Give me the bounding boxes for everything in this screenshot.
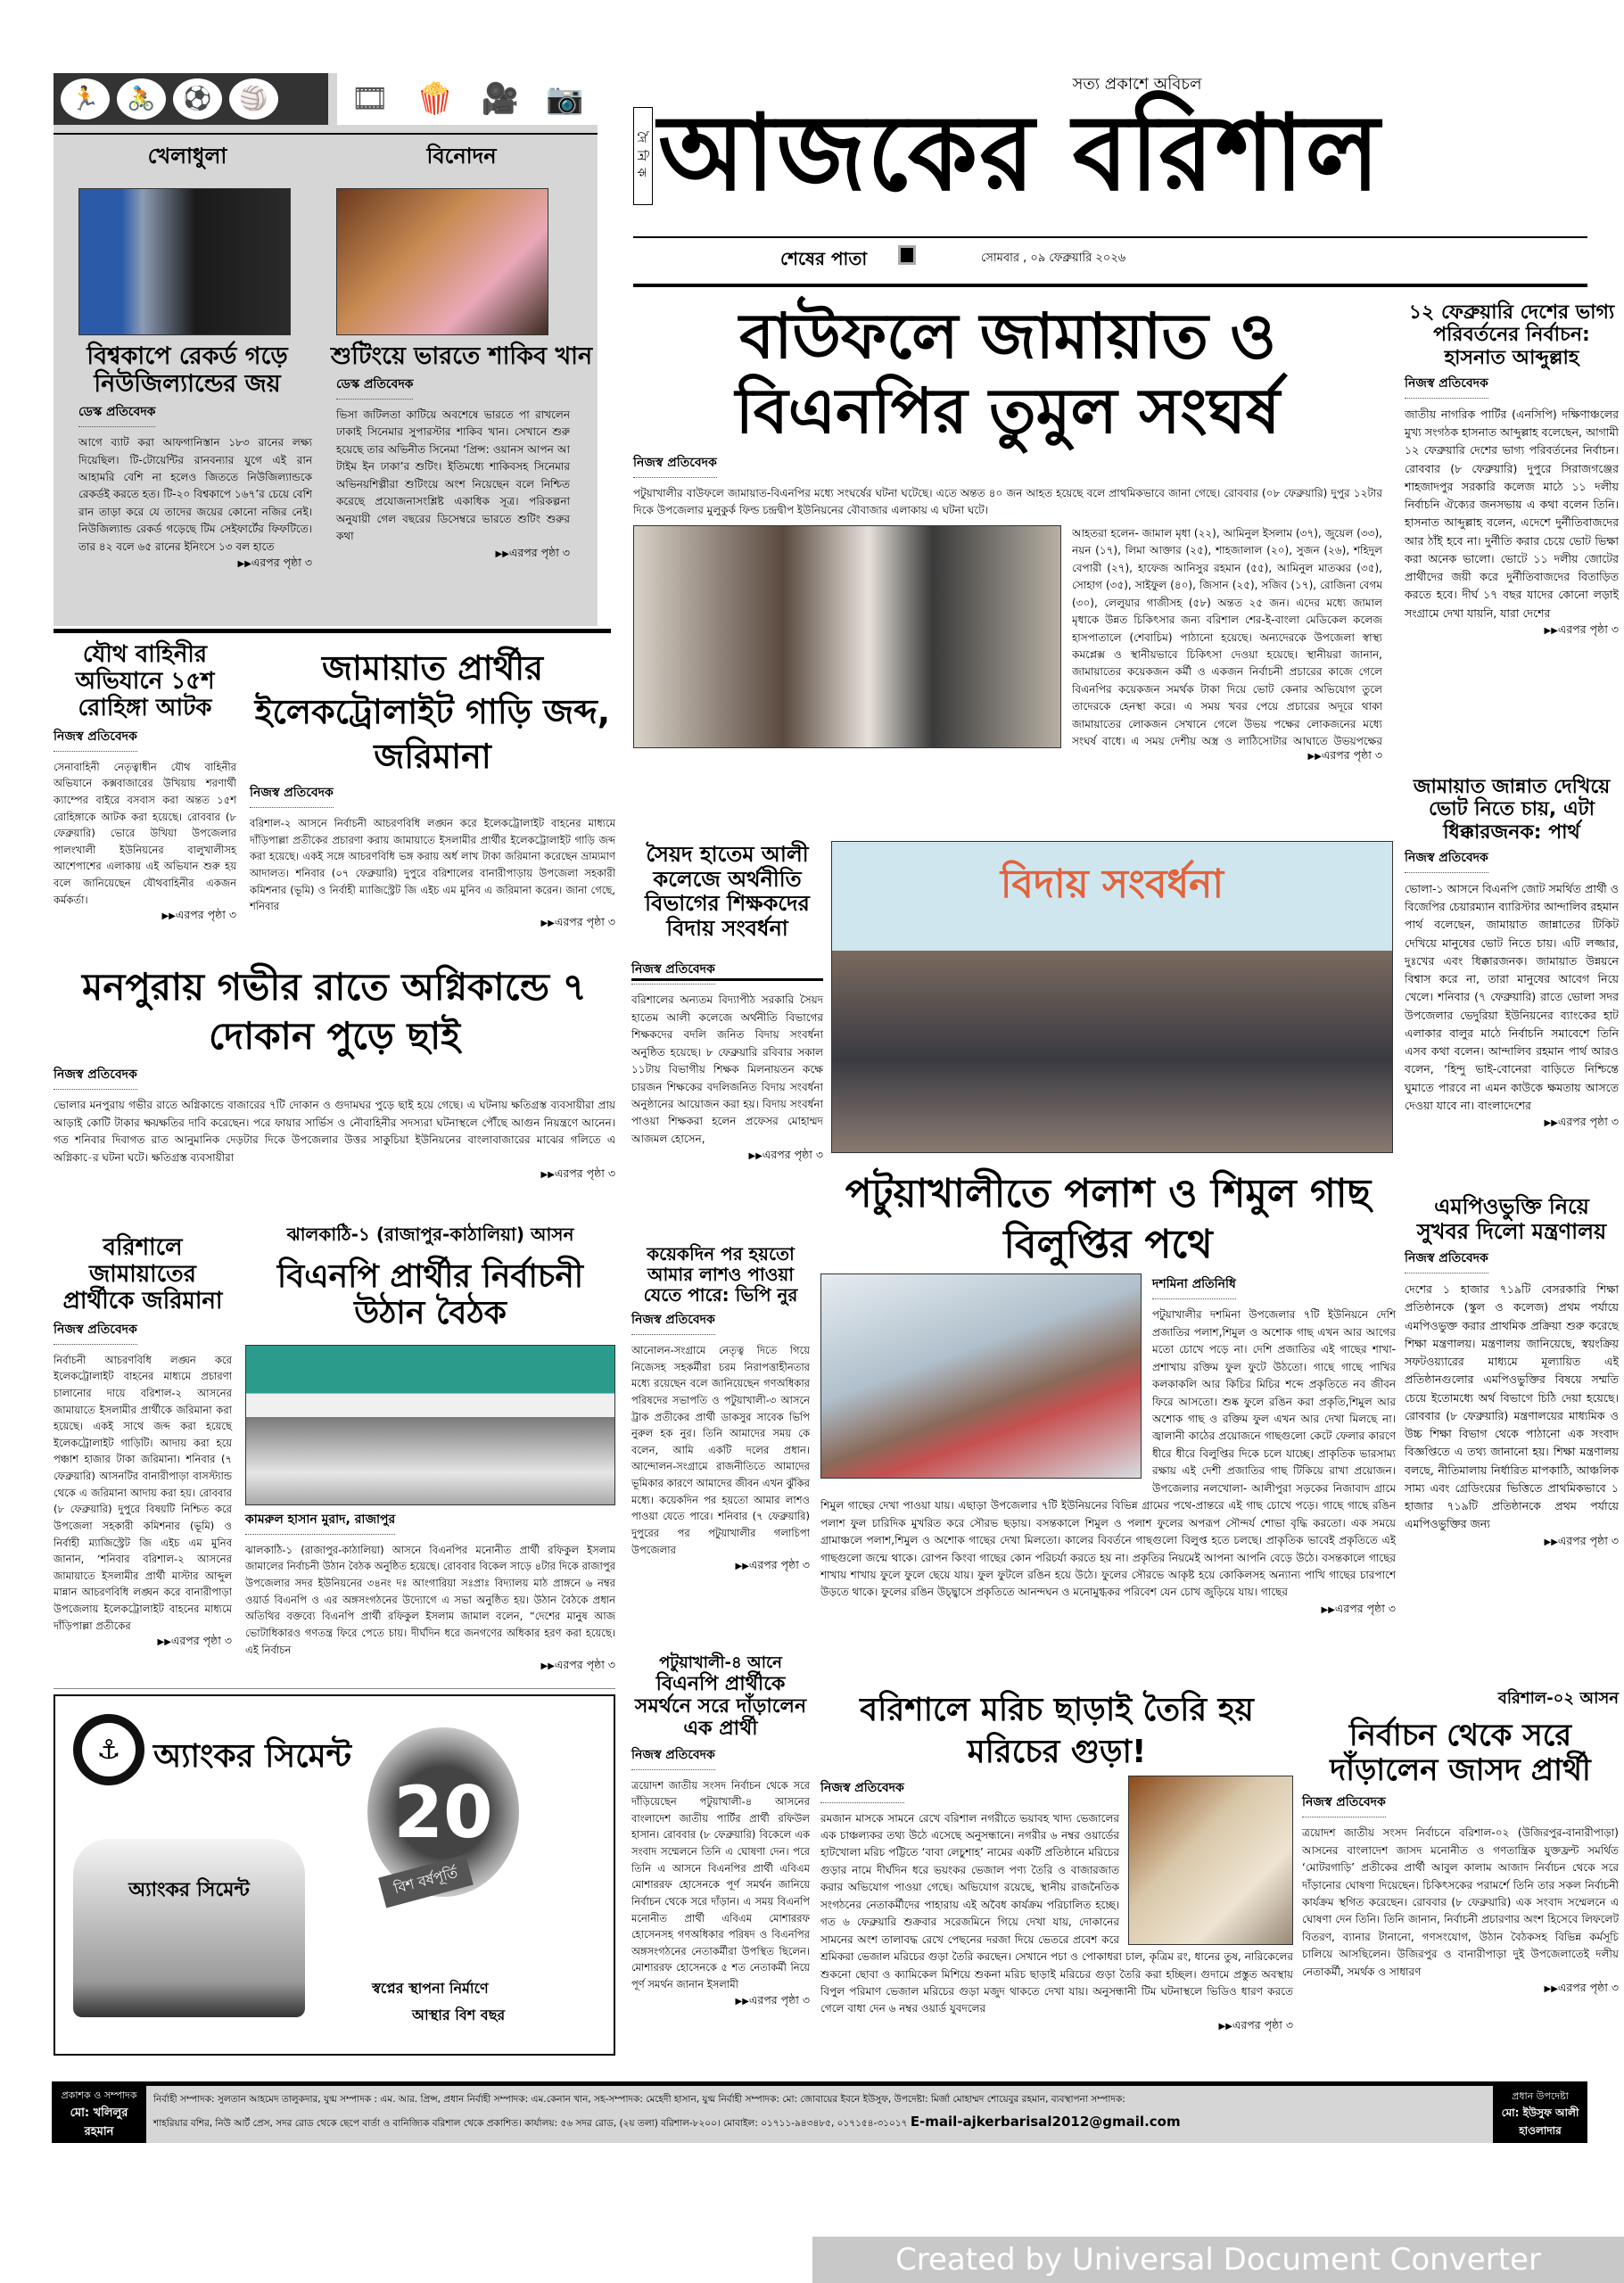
college-continued-link[interactable]: ▶▶ এরপর পৃষ্ঠা ৩ — [631, 1148, 823, 1166]
advisor-label: প্রধান উপদেষ্টা — [1512, 2089, 1569, 2102]
issue-date: সোমবার , ০৯ ফেব্রুয়ারি ২০২৬ — [981, 251, 1126, 265]
photo-banner-text: বিদায় সংবর্ধনা — [1000, 861, 1224, 907]
advisor-block — [1493, 2086, 1587, 2143]
chili-article — [820, 1690, 1293, 2036]
entertainment-article — [326, 140, 598, 564]
palash-body: পটুয়াখালীর দশমিনা উপজেলার ৭টি ইউনিয়নে দেশি প্রজাতির পলাশ,শিমুল ও অশোক গাছ এখন আর আগের মতো চোখে পড়ে না। দেশি প্রজাতির এই গাছের শাখা-প্রশাখায় রক্তিম ফুল ফুটে উঠতো। গাছে গাছে পাখির কলকাকলি আর কিচির মিচির শব্দে প্রকৃতিতে নব জীবন ফিরে আসতো। শুষ্ক ফুলে রঙিন করা প্রকৃতি,শিমুল আর অশোক গাছ ও রক্তিম ফুল এখন আর দেখা মিলছে না। জ্বালানী কাঠের প্রয়োজনে গাছগুলো কেটে ফেলার কারণে ধীরে ধীরে বিলুপ্তির দিকে চলে যাচ্ছে। প্রাকৃতিক ভারসাম্য রক্ষায় এই দেশী প্রজাতির গাছ টিকিয়ে রাখা প্রয়োজন। উপজেলার নলখোলা- আলীপুরা সড়কের নিজাবাদ গ্রামে শিমুল গাছের দেখা পাওয়া যায়। এছাড়া উপজেলার ৭টি ইউনিয়নের বিভিন্ন গ্রামের পথে-প্রান্তরে এই গাছ চোখে পড়ে। গাছে গাছে রঙিন পলাশ ফুল চারিদিক মুখরিত করে সৌরভ ছড়ায়। বসন্তকালে শিমুল ও পলাশ ফুলের অপরূপ সৌন্দর্য শোভা বৃদ্ধি করতো। এক সময়ে গ্রামাঞ্চলে পলাশ,শিমুল ও অশোক গাছের দেখা মিলতো। কালের বিবর্তনে গাছগুলো বিলুপ্ত হতে চলছে। প্রাকৃতিক ভাবেই প্রকৃতিতে এই গাছগুলো জন্মে থাকে। রোপন কিংবা গাছের কোন পরিচর্যা করতে হয় না। প্রকৃতির নিয়মেই আপনা আপনি বেড়ে উঠে। বসন্তকালে গাছের শাখায় শাখায় ফুলে ফুলে ছেয়ে যায়। ফুল ফুটলে রঙিন হয়ে উঠে। ফুলের সৌরভে আকৃষ্ট হয়ে কোকিলসহ অন্যান্য পাখি গাছের চারপাশে উড়তে থাকে। ফুলের রঙিন উচ্ছ্বাসে প্রকৃতিতে আনন্দঘন ও মনোমুগ্ধকর পরিবেশ যেন চোখ জুড়িয়ে যায়। গাছের — [820, 1308, 1396, 1599]
jasod-headline[interactable]: নির্বাচন থেকে সরে দাঁড়ালেন জাসদ প্রার্থী — [1330, 1718, 1591, 1789]
fire-continued-link[interactable]: ▶▶ এরপর পৃষ্ঠা ৩ — [54, 1166, 615, 1184]
imprint-line-2: শাহরিয়ার বশির, নিউ আর্ট প্রেস, সদর রোড থেকে ছেপে বার্তা ও বানিজ্যিক বরিশাল থেকে প্রকাশিত। কার্যালয়: ৫৬ সদর রোড, (২য় তলা) বরিশাল-৮২০০। মোবাইল: ০১৭১১-৯৪৩৪৮৫, ০১৭১৫৪-৩১০১৭ — [153, 2117, 908, 2129]
jannat-byline: নিজস্ব প্রতিবেদক — [1405, 847, 1488, 873]
sports-photo — [78, 188, 291, 335]
mpo-continued-link[interactable]: ▶▶ এরপর পৃষ্ঠা ৩ — [1405, 1534, 1619, 1552]
sports-headline[interactable]: বিশ্বকাপে রেকর্ড গড়ে নিউজিল্যান্ডের জয় — [87, 342, 288, 399]
divider — [54, 629, 611, 633]
jasod-body: ত্রয়োদশ জাতীয় সংসদ নির্বাচনে বরিশাল-০২ (উজিরপুর-বানারীপাড়া) আসনের বাংলাদেশ জাসদ মনোনীত ও গণতান্ত্রিক যুক্তফ্রন্ট সমর্থিত ‘মোটরগাড়ি’ প্রতীকের প্রার্থী আবুল কালাম আজাদ নির্বাচন থেকে সরে দাঁড়ানোর ঘোষণা দিয়েছেন। চিকিৎসকের পরামর্শে তিনি তার সকল নির্বাচনী কার্যক্রম স্থগিত করেছেন। রোববার (৮ ফেব্রুয়ারি) এক সংবাদ সম্মেলনে এ ঘোষণা দেন তিনি। তিনি জানান, নির্বাচনী প্রচারণার অংশ হিসেবে লিফলেট বিতরণ, ব্যানার টানানো, গণসংযোগ, উঠান বৈঠকসহ বিভিন্ন কর্মসূচি চালিয়ে আসছিলেন। উজিরপুর ও বানারীপাড়া দুই উপজেলাতেই দলীয় নেতাকর্মী, সমর্থক ও সাধারণ — [1302, 1826, 1619, 1978]
masthead — [633, 71, 1587, 269]
ad-brand: অ্যাংকর সিমেন্ট — [153, 1738, 351, 1775]
divider — [631, 978, 823, 981]
fire-body: ভোলার মনপুরায় গভীর রাতে অগ্নিকান্ডে বাজারের ৭টি দোকান ও গুদামঘর পুড়ে ছাই হয়ে গেছে। এ ঘটনায় ক্ষতিগ্রস্ত ব্যবসায়ীরা প্রায় আড়াই কোটি টাকার ক্ষয়ক্ষতির দাবি করেছেন। পরে ফায়ার সার্ভিস ও নৌবাহিনীর সদস্যরা ঘটনাস্থলে পৌঁছে আগুন নিয়ন্ত্রণে আনেন। গত শনিবার দিবাগত রাত আনুমানিক দেড়টার দিকে উপজেলার উত্তর সাকুচিয়া ইউনিয়নের বাংলাবাজারের মাঝের গলিতে এ অগ্নিকা-ের ঘটনা ঘটে। ক্ষতিগ্রস্ত ব্যবসায়ীরা — [54, 1099, 615, 1164]
jannat-continued-link[interactable]: ▶▶ এরপর পৃষ্ঠা ৩ — [1405, 1115, 1619, 1133]
cycling-icon: 🚴 — [117, 78, 166, 120]
ad-tagline-1: স্বপ্নের স্থাপনা নির্মাণে — [372, 1980, 489, 1997]
lead-continued-link[interactable]: ▶▶ এরপর পৃষ্ঠা ৩ — [633, 748, 1382, 766]
patuakhali4-headline[interactable]: বিএনপি প্রার্থীকে সমর্থনে সরে দাঁড়ালেন এক প্রার্থী — [634, 1672, 807, 1741]
right-top-article — [1405, 301, 1619, 640]
fine-headline[interactable]: বরিশালে জামায়াতের প্রার্থীকে জরিমানা — [62, 1234, 223, 1315]
imprint-footer — [52, 2086, 1587, 2143]
entertainment-headline[interactable]: শুটিংয়ে ভারতে শাকিব খান — [330, 342, 593, 370]
mpo-byline: নিজস্ব প্রতিবেদক — [1405, 1248, 1488, 1273]
chili-continued-link[interactable]: ▶▶ এরপর পৃষ্ঠা ৩ — [820, 2018, 1293, 2036]
palash-photo — [820, 1273, 1142, 1479]
nur-article — [631, 1244, 810, 1576]
watermark: Created by Universal Document Converter — [812, 2237, 1624, 2283]
ad-tagline-2: আস্থার বিশ বছর — [412, 2007, 506, 2023]
entertainment-section-title: বিনোদন — [426, 144, 497, 169]
anniversary-ribbon: বিশ বর্ষপূর্তি — [378, 1854, 474, 1908]
fine-continued-link[interactable]: ▶▶ এরপর পৃষ্ঠা ৩ — [54, 1634, 232, 1652]
lead-headline[interactable]: বাউফলে জামায়াত ও বিএনপির তুমুল সংঘর্ষ — [735, 300, 1281, 448]
popcorn-icon: 🍿 — [416, 81, 455, 117]
college-article — [631, 843, 823, 1166]
camera-icon: 📷 — [546, 81, 584, 117]
jasod-kicker: বরিশাল-০২ আসন — [1497, 1689, 1619, 1708]
sports-icon-strip — [54, 73, 328, 125]
jannat-body: ভোলা-১ আসনে বিএনপি জোট সমর্থিত প্রার্থী ও বিজেপির চেয়ারম্যান ব্যারিস্টার আন্দালিব রহমান পার্থ বলেছেন, জামায়াত জান্নাতের টিকিট দেখিয়ে মানুষের ভোট নিতে চায়। এটি লজ্জার, দুঃখের এবং ধিক্কারজনক। জামায়াত উন্নয়নে বিশ্বাস করে না, তারা মানুষের আবেগ নিয়ে খেলে। শনিবার (৭ ফেব্রুয়ারি) রাতে ভোলা সদর উপজেলার ভেদুরিয়া ইউনিয়নের ব্যাংকের হাট এলাকার বালুর মাঠে নির্বাচনি সমাবেশে তিনি এসব কথা বলেন। আন্দালিব রহমান পার্থ আরও বলেন, ‘হিন্দু ভাই-বোনেরা বাড়িতে নিশ্চিন্তে ঘুমাতে পারবে না এমন কাউকে ক্ষমতায় আসতে দেওয়া যাবে না। বাংলাদেশের — [1405, 881, 1619, 1112]
fine-body: নির্বাচনী আচরণবিধি লঙ্ঘন করে ইলেকট্রোলাইট বাহনের মাধ্যমে প্রচারণা চালানোর দায়ে বরিশাল-২ আসনের জামায়াতে ইসলামীর প্রার্থীকে জরিমানা করা হয়েছে। একই সাথে জব্দ করা হয়েছে ইলেকট্রোলাইট গাড়িটি। আদায় করা হয়ে পঞ্চাশ হাজার টাকা জরিমানা। শনিবার (৭ ফেব্রুয়ারি) আসনটির বানারীপাড়া বাসস্ট্যান্ড থেকে এ জরিমানা আদায় করা হয়। রোববার (৮ ফেব্রুয়ারি) দুপুরে বিষয়টি নিশ্চিত করে উপজেলা সহকারী কমিশনার (ভূমি) ও নির্বাহী ম্যাজিস্ট্রেট জি এইচ এম মুনিব জানান, ‘শনিবার বরিশাল-২ আসনের জামায়াতে ইসলামীর প্রার্থী মাস্টার আব্দুল মান্নান আচরণবিধি লঙ্ঘন করে বানারীপাড়া উপজেলায় ইলেকট্রোলাইট বাহনের মাধ্যমে দাঁড়িপাল্লা প্রতীকের — [54, 1353, 232, 1632]
patuakhali4-byline: নিজস্ব প্রতিবেদক — [631, 1744, 715, 1770]
lead-byline: নিজস্ব প্রতিবেদক — [633, 452, 717, 478]
publisher-block — [52, 2086, 146, 2143]
movie-camera-icon: 🎥 — [481, 81, 519, 117]
jasod-article — [1302, 1685, 1619, 1999]
bnp-meeting-body: ঝালকাঠি-১ (রাজাপুর-কাঠালিয়া) আসনে বিএনপির মনোনীত প্রার্থী রফিকুল ইসলাম জামালের নির্বাচনী উঠান বৈঠক অনুষ্ঠিত হয়েছে। রোববার বিকেল সাড়ে ৪টার দিকে রাজাপুর উপজেলার সদর ইউনিয়নের ৩৪নং দঃ আংগারিয়া সঃপ্রাঃ বিদ্যালয় মাঠ প্রাঙ্গনে ৬ নম্বর ওয়ার্ড বিএনপি ও এর অঙ্গসংগঠনের উদ্যোগে এ সভা অনুষ্ঠিত হয়। উঠান বৈঠকে প্রধান অতিথির বক্তব্যে বিএনপি প্রার্থী রফিকুল ইসলাম জামাল বলেন, “দেশের মানুষ আজ ভোটাধিকারও গণতন্ত্র ফিরে পেতে চায়। দীর্ঘদিন ধরে জনগণের অধিকার হরণ করা হয়েছে। এই নির্বাচন — [245, 1543, 615, 1656]
jannat-headline[interactable]: জামায়াত জান্নাত দেখিয়ে ভোট নিতে চায়, এটা ধিক্কারজনক: পার্থ — [1413, 776, 1611, 844]
nur-byline: নিজস্ব প্রতিবেদক — [631, 1309, 715, 1335]
sports-byline: ডেস্ক প্রতিবেদক — [78, 401, 155, 427]
email-link[interactable]: E-mail-ajkerbarisal2012@gmail.com — [910, 2113, 1181, 2130]
anchor-cement-ad[interactable] — [54, 1694, 615, 2056]
mpo-article — [1405, 1195, 1619, 1552]
palash-article — [820, 1168, 1396, 1620]
college-byline: নিজস্ব প্রতিবেদক — [631, 959, 715, 985]
volleyball-icon: 🏐 — [229, 78, 278, 120]
patuakhali4-continued-link[interactable]: ▶▶ এরপর পৃষ্ঠা ৩ — [631, 1993, 810, 2011]
patuakhali4-article — [631, 1654, 810, 2011]
imprint-line-1: নির্বাহী সম্পাদক: সুলতান আহমেদ তালুকদার, যুগ্ম সম্পাদক : এম. আর. প্রিন্স, প্রধান নির্বাহী সম্পাদক: এম.কেনান খান, সহ-সম্পাদক: মেহেদী হাসান, যুগ্ম নির্বাহী সম্পাদক: মো: জোবায়ের ইবনে ইউসুফ, উপদেষ্টা: মির্জা মোহাম্মদ শোয়েবুর রহমান, ব্যবস্থাপনা সম্পাদক: — [153, 2094, 1125, 2105]
page-section-label: শেষের পাতা — [780, 248, 868, 269]
sports-continued-link[interactable]: ▶▶ এরপর পৃষ্ঠা ৩ — [78, 556, 312, 573]
imprint-text — [146, 2086, 1493, 2143]
lead-body: আহতরা হলেন- জামাল মৃধা (২২), আমিনুল ইসলাম (৩৭), জুয়েল (৩৩), নয়ন (১৭), লিমা আক্তার (২৫), শাহজালাল (২০), সুজন (২৬), শহিদুল বেপারী (২৭), হাফেজ আনিসুর রহমান (৫৫), আমিনুল মাতব্বর (৩৫), সোহাগ (৩৫), সাইফুল (৪০), জিসান (২৫), সজিব (১৭), রোজিনা বেগম (৩০), লেলুয়ার গাজীসহ (৫৮) অন্তত ২৫ জন। এদের মধ্যে জামাল মৃধাকে উন্নত চিকিৎসার জন্য বরিশাল শের-ই-বাংলা মেডিকেল কলেজ হাসপাতালে (শেবাচিম) পাঠানো হয়েছে। অন্যদেরকে উপজেলা স্বাস্থ্য কমপ্লেক্স ও স্থানীয়ভাবে চিকিৎসা দেওয়া হয়েছে। স্থানীয়রা জানান, জামায়াতের কয়েকজন কর্মী ও একজন নির্বাচনী প্রচারের কাজে গেলে বিএনপির কয়েকজন সমর্থক টাকা দিয়ে ভোট কেনার অভিযোগ তুলে তাদেরকে হেনস্থা করে। এ সময় খবর পেয়ে প্রচারের অদূরে থাকা জামায়াতের লোকজন সেখানে গেলে উভয় পক্ষের লোকজনের মধ্যে সংঘর্ষ বাধে। এ সময় দেশীয় অস্ত্র ও লাঠিসোটার আঘাতে উভয়পক্ষের — [1072, 526, 1382, 748]
right-top-body: জাতীয় নাগরিক পার্টির (এনসিপি) দক্ষিণাঞ্চলের মুখ্য সংগঠক হাসনাত আব্দুল্লাহ বলেছেন, আগামী ১২ ফেব্রুয়ারি দেশের ভাগ্য পরিবর্তনের নির্বাচন। রোববার (৮ ফেব্রুয়ারি) দুপুরে সিরাজগঞ্জের শাহজাদপুর সরকারি কলেজ মাঠে ১১ দলীয় নির্বাচনি ঐক্যের জনসভায় এ কথা বলেন তিনি। হাসনাত আব্দুল্লাহ বলেন, এদেশে দুর্নীতিবাজদের আর ঠাঁই হবে না। দুর্নীতি করার চেয়ে ভোট ভিক্ষা করা অনেক ভালো। ভোটে ১১ দলীয় জোটের প্রার্থীদের জয়ী করে দুর্নীতিবাজদের বিতাড়িত করতে হবে। দীর্ঘ ১৭ বছর যাদের কোনো লড়াই সংগ্রামে দেখা যায়নি, যারা দেশের — [1405, 407, 1619, 620]
rohingya-byline: নিজস্ব প্রতিবেদক — [54, 726, 137, 752]
daily-label: দৈনিক — [633, 107, 653, 205]
divider — [54, 133, 598, 135]
sports-article — [54, 140, 321, 573]
fine-article — [54, 1235, 232, 1652]
jasod-continued-link[interactable]: ▶▶ এরপর পৃষ্ঠা ৩ — [1302, 1981, 1619, 1999]
entertainment-photo — [336, 188, 548, 335]
entertainment-icon-strip — [337, 73, 598, 125]
electrolyte-article — [250, 647, 615, 933]
nur-headline[interactable]: কয়েকদিন পর হয়তো আমার লাশও পাওয়া যেতে পারে: ভিপি নুর — [643, 1243, 798, 1306]
chili-byline: নিজস্ব প্রতিবেদক — [820, 1777, 904, 1803]
fire-headline[interactable]: মনপুরায় গভীর রাতে অগ্নিকান্ডে ৭ দোকান পুড়ে ছাই — [82, 965, 587, 1058]
bnp-meeting-byline: কামরুল হাসান মুরাদ, রাজাপুর — [245, 1509, 395, 1535]
football-icon: ⚽ — [173, 78, 222, 120]
bnp-meeting-article — [245, 1222, 615, 1676]
chili-photo — [1128, 1776, 1293, 1945]
college-photo — [831, 841, 1393, 1153]
palash-byline: দশমিনা প্রতিনিধি — [1152, 1273, 1236, 1299]
lead-intro: পটুয়াখালীর বাউফলে জামায়াত-বিএনপির মধ্যে সংঘর্ষের ঘটনা ঘটেছে। এতে অন্তত ৪০ জন আহত হয়েছে বলে প্রাথমিকভাবে জানা গেছে। রোববার (০৮ ফেব্রুয়ারি) দুপুর ১২টার দিকে উপজেলার মুলুকুর্ক ফিল্ড চন্দ্রদ্বীপ ইউনিয়নের বৌবাজার এলাকায় এ ঘটনা ঘটে। — [633, 487, 1382, 517]
divider — [633, 236, 1587, 238]
bnp-meeting-headline[interactable]: বিএনপি প্রার্থীর নির্বাচনী উঠান বৈঠক — [276, 1258, 584, 1332]
advisor-name: মো: ইউসুফ আলী হাওলাদার — [1501, 2106, 1579, 2137]
electrolyte-byline: নিজস্ব প্রতিবেদক — [250, 782, 334, 808]
anchor-logo-icon: ⚓ — [73, 1714, 144, 1785]
fine-byline: নিজস্ব প্রতিবেদক — [54, 1319, 137, 1345]
right-top-byline: নিজস্ব প্রতিবেদক — [1405, 373, 1488, 399]
palash-continued-link[interactable]: ▶▶ এরপর পৃষ্ঠা ৩ — [820, 1602, 1396, 1620]
rohingya-headline[interactable]: যৌথ বাহিনীর অভিযানে ১৫শ রোহিঙ্গা আটক — [75, 641, 215, 721]
bnp-meeting-photo — [245, 1345, 615, 1505]
rohingya-article — [54, 642, 236, 926]
publisher-label: প্রকাশক ও সম্পাদক — [61, 2089, 137, 2101]
truck-brand: অ্যাংকর সিমেন্ট — [128, 1879, 250, 1901]
palash-headline[interactable]: পটুয়াখালীতে পলাশ ও শিমুল গাছ বিলুপ্তির পথে — [845, 1171, 1372, 1268]
top-left-feature-box — [54, 73, 598, 626]
fire-article — [54, 963, 615, 1184]
right-top-headline[interactable]: ১২ ফেব্রুয়ারি দেশের ভাগ্য পরিবর্তনের নির্বাচন: হাসনাত আব্দুল্লাহ — [1408, 301, 1615, 369]
bnp-meeting-continued-link[interactable]: ▶▶ এরপর পৃষ্ঠা ৩ — [245, 1658, 615, 1676]
right-top-continued-link[interactable]: ▶▶ এরপর পৃষ্ঠা ৩ — [1405, 622, 1619, 640]
mpo-headline[interactable]: এমপিওভুক্তি নিয়ে সুখবর দিলো মন্ত্রণালয় — [1416, 1194, 1607, 1244]
sports-body: আগে ব্যাট করা আফগানিস্তান ১৮৩ রানের লক্ষ্য দিয়েছিল। টি-টোয়েন্টির রানবন্যার যুগে এই রান আহামরি বেশি না হলেও জিততে নিউজিল্যান্ডকে রেকর্ডই করতে হত। টি-২০ বিশ্বকাপে ১৬৭’র চেয়ে বেশি রান তাড়া করে যে তাদের জয়ের কোনো নজির নেই। নিউজিল্যান্ড রেকর্ড গড়েছে টিম সেইফার্টের ফিফটিতে। তার ৪২ বলে ৬৫ রানের ইনিংসে ১৩ বল হাতে — [78, 436, 312, 553]
publisher-name: মো: খলিলুর রহমান — [70, 2106, 128, 2139]
rohingya-body: সেনাবাহিনী নেতৃত্বাধীন যৌথ বাহিনীর অভিযানে কক্সবাজারের উখিয়ায় শরণার্থী ক্যাম্পের বাইরে বসবাস করা অন্তত ১৫শ রোহিঙ্গাকে আটক করা হয়েছে। রোববার (৮ ফেব্রুয়ারি) ভোরে উখিয়া উপজেলার পালংখালী ইউনিয়নের বালুখালীসহ আশেপাশের এলাকায় এই অভিযান শুরু হয় বলে জানিয়েছেন যৌথবাহিনীর একজন কর্মকর্তা। — [54, 760, 236, 906]
college-headline[interactable]: সৈয়দ হাতেম আলী কলেজে অর্থনীতি বিভাগের শিক্ষকদের বিদায় সংবর্ধনা — [645, 842, 810, 941]
rohingya-continued-link[interactable]: ▶▶ এরপর পৃষ্ঠা ৩ — [54, 908, 236, 926]
bnp-meeting-kicker: ঝালকাঠি-১ (রাজাপুর-কাঠালিয়া) আসন — [286, 1224, 574, 1245]
college-body: বরিশালের অন্যতম বিদ্যাপীঠ সরকারি সৈয়দ হাতেম আলী কলেজে অর্থনীতি বিভাগের শিক্ষকদের বদলি জনিত বিদায় সংবর্ধনা অনুষ্ঠিত হয়েছে। ৮ ফেব্রুয়ারি রবিবার সকাল ১১টায় বিভাগীয় শিক্ষক মিলনায়তন কক্ষে চারজন শিক্ষকের বদলিজনিত বিদায় সংবর্ধনা অনুষ্ঠানের আয়োজন করা হয়। বিদায় সংবর্ধনা পাওয়া শিক্ষকরা হলেন প্রফেসর মোহাম্মদ আজমল হোসেন, — [631, 993, 823, 1145]
patuakhali4-kicker: পটুয়াখালী-৪ আনে — [659, 1653, 782, 1672]
cement-truck-image — [73, 1839, 305, 2017]
divider — [54, 1688, 615, 1689]
lead-article — [633, 299, 1382, 766]
electrolyte-headline[interactable]: জামায়াত প্রার্থীর ইলেকট্রোলাইট গাড়ি জব্দ, জরিমানা — [254, 648, 611, 776]
chili-headline[interactable]: বরিশালে মরিচ ছাড়াই তৈরি হয় মরিচের গুড়া! — [860, 1692, 1254, 1770]
chili-body: রমজান মাসকে সামনে রেখে বরিশাল নগরীতে ভয়াবহ খাদ্য ভেজালের এক চাঞ্চল্যকর তথ্য উঠে এসেছে অনুসন্ধানে। নগরীর ৬ নম্বর ওয়ার্ডের হাটখোলা মরিচ পট্টিতে ‘বাবা লেচুশাহ’ নামের একটি প্রতিষ্ঠানে মরিচের গুড়ার নামে দীর্ঘদিন ধরে ভয়ংকর ভেজাল পণ্য তৈরি ও বাজারজাত করার অভিযোগ পাওয়া গেছে। অভিযোগ রয়েছে, স্থানীয় রাজনৈতিক সংগঠনের নেতাকর্মীদের পাহারায় এই অবৈধ কার্যক্রম পরিচালিত হচ্ছে। গত ৬ ফেব্রুয়ারি শুক্রবার সরেজমিনে গিয়ে দেখা যায়, দোকানের সামনের অংশ তালাবদ্ধ রেখে পেছনের দরজা দিয়ে ভেতরে প্রবেশ করে শ্রমিকরা ভেজাল মরিচের গুড়া তৈরি করছেন। সেখানে পচা ও পোকাধরা চাল, কৃত্রিম রং, ধানের তুষ, নারিকেলের শুকনো ছোবা ও ক্যামিকেল মিশিয়ে শুকনা মরিচ ছাড়াই মরিচের গুড়া তৈরি করা হচ্ছিল। গুদামে প্রস্তুত অবস্থায় বিপুল পরিমাণ ভেজাল মরিচের গুড়া মজুদ থাকতে দেখা যায়। অনুসন্ধানী টিম ঘটনাস্থলে ভিডিও ধারণ করতে গেলে বাধা দেন ৬ নম্বর ওয়ার্ড যুবদলের — [820, 1811, 1293, 2015]
slogan: সত্য প্রকাশে অবিচল — [1072, 75, 1202, 94]
film-icon: 🎞 — [350, 81, 390, 117]
lead-photo — [633, 525, 1061, 748]
nur-continued-link[interactable]: ▶▶ এরপর পৃষ্ঠা ৩ — [631, 1558, 810, 1576]
electrolyte-continued-link[interactable]: ▶▶ এরপর পৃষ্ঠা ৩ — [250, 915, 615, 933]
fire-byline: নিজস্ব প্রতিবেদক — [54, 1064, 137, 1090]
nur-body: আনোলন-সংগ্রামে নেতৃত্ব দিতে গিয়ে নিজেসহ সহকর্মীরা চরম নিরাপত্তাহীনতার মধ্যে রয়েছেন বলে জানিয়েছেন গণঅধিকার পরিষদের সভাপতি ও পটুয়াখালী-৩ আসনে ট্রাক প্রতীকের প্রার্থী ডাকসুর সাবেক ভিপি নুরুল হক নুর। তিনি আমাদের সময় কে বলেন, আমি একটি দলের প্রধান। আন্দোলন-সংগ্রামে রাজনীতিতে আমাদের ভূমিকার কারণে আমাদের জীবন এখন ঝুঁকির মধ্যে। কয়েকদিন পর হয়তো আমার লাশও পাওয়া যেতে পারে। শনিবার (৭ ফেব্রুয়ারি) দুপুরের পর পটুয়াখালীর গলাচিপা উপজেলার — [631, 1344, 811, 1556]
entertainment-byline: ডেস্ক প্রতিবেদক — [336, 374, 413, 400]
jannat-article — [1405, 776, 1619, 1133]
mpo-body: দেশের ১ হাজার ৭১৯টি বেসরকারি শিক্ষা প্রতিষ্ঠানকে (স্কুল ও কলেজ) প্রথম পর্যায়ে এমপিওভুক্ত করার প্রাথমিক প্রক্রিয়া শুরু করেছে শিক্ষা মন্ত্রণালয়। মন্ত্রণালয় জানিয়েছে, স্বয়ংক্রিয় সফটওয়্যারের মাধ্যমে মূল্যায়িত এই প্রতিষ্ঠানগুলোর এমপিওভুক্তির বিষয়ে সম্মতি চেয়ে ইতোমধ্যে অর্থ বিভাগে চিঠি দেয়া হয়েছে। রোববার (৮ ফেব্রুয়ারি) মন্ত্রণালয়ের মাধ্যমিক ও উচ্চ শিক্ষা বিভাগ থেকে পাঠানো এক সংবাদ বিজ্ঞপ্তিতে এ তথ্য জানানো হয়। শিক্ষা মন্ত্রণালয় বলছে, নীতিমালায় নির্ধারিত মাপকাঠি, আঞ্চলিক সাম্য এবং গ্রেডিংয়ের ভিত্তিতে প্রাথমিকভাবে ১ হাজার ৭১৯টি প্রতিষ্ঠানকে প্রথম পর্যায়ে এমপিওভুক্তির জন্য — [1405, 1282, 1619, 1531]
entertainment-body: ভিসা জটিলতা কাটিয়ে অবশেষে ভারতে পা রাখলেন ঢাকাই সিনেমার সুপারস্টার শাকিব খান। সেখানে শুরু হয়েছে তার অভিনীত সিনেমা ‘প্রিন্স: ওয়ানস আপন আ টাইম ইন ঢাকা’র শুটিং। ইতিমধ্যে শাকিবসহ সিনেমার অভিনয়শিল্পীরা শুটিংয়ে অংশ নিয়েছেন বলে নিশ্চিত করেছে প্রযোজনাসংশ্লিষ্ট একাধিক সূত্র। পরিকল্পনা অনুযায়ী গেল বছরের ডিসেম্বরে ভারতে শুটিং শুরুর কথা — [336, 408, 570, 543]
anniversary-number: 20 — [393, 1770, 493, 1854]
electrolyte-body: বরিশাল-২ আসনে নির্বাচনী আচরণবিধি লঙ্ঘন করে ইলেকট্রোলাইট বাহনের মাধ্যমে দাঁড়িপাল্লা প্রতীকের প্রচারণা করায় জামায়াতে ইসলামীর প্রার্থীর ইলেকট্রোলাইট গাড়ি জব্দ করা হয়েছে। একই সঙ্গে আচরণবিধি ভঙ্গ করায় অর্ধ লাখ টাকা জরিমানা করেছেন ভ্রাম্যমাণ আদালত। শনিবার (০৭ ফেব্রুয়ারি) দুপুরে বরিশালের বানারীপাড়ায় উপজেলা সহকারী কমিশনার (ভূমি) ও নির্বাহী ম্যাজিস্ট্রেট জি এইচ এম মুনিব এ জরিমানা করেন। জানা গেছে, শনিবার — [250, 817, 615, 913]
running-icon: 🏃 — [61, 78, 110, 120]
jasod-byline: নিজস্ব প্রতিবেদক — [1302, 1792, 1386, 1817]
newspaper-title: আজকের বরিশাল — [658, 92, 1381, 215]
divider — [633, 284, 1587, 287]
entertainment-continued-link[interactable]: ▶▶ এরপর পৃষ্ঠা ৩ — [336, 546, 570, 564]
patuakhali4-body: ত্রয়োদশ জাতীয় সংসদ নির্বাচন থেকে সরে দাঁড়িয়েছেন পটুয়াখালী-৪ আসনের বাংলাদেশ জাতীয় পার্টির প্রার্থী রফিউল হাসান। রোববার (৮ ফেব্রুয়ারি) বিকেলে এক সংবাদ সম্মেলনে তিনি এ ঘোষণা দেন। পরে তিনি এ আসনে বিএনপির প্রার্থী এবিএম মোশাররফ হোসেনকে পূর্ণ সমর্থন জানিয়ে নির্বাচন থেকে সরে দাঁড়ান। এ সময় বিএনপি মনোনীত প্রার্থী এবিএম মোশাররফ হোসেনসহ গণঅধিকার পরিষদ ও বিএনপির অঙ্গসংগঠনের নেতাকর্মীরা উপস্থিত ছিলেন। মোশাররফ হোসেনকে ৫ শত নেতাকর্মী নিয়ে পূর্ণ সমর্থন জানান ইসলামী — [631, 1778, 810, 1991]
section-marker — [901, 248, 913, 262]
sports-section-title: খেলাধুলা — [147, 144, 227, 169]
